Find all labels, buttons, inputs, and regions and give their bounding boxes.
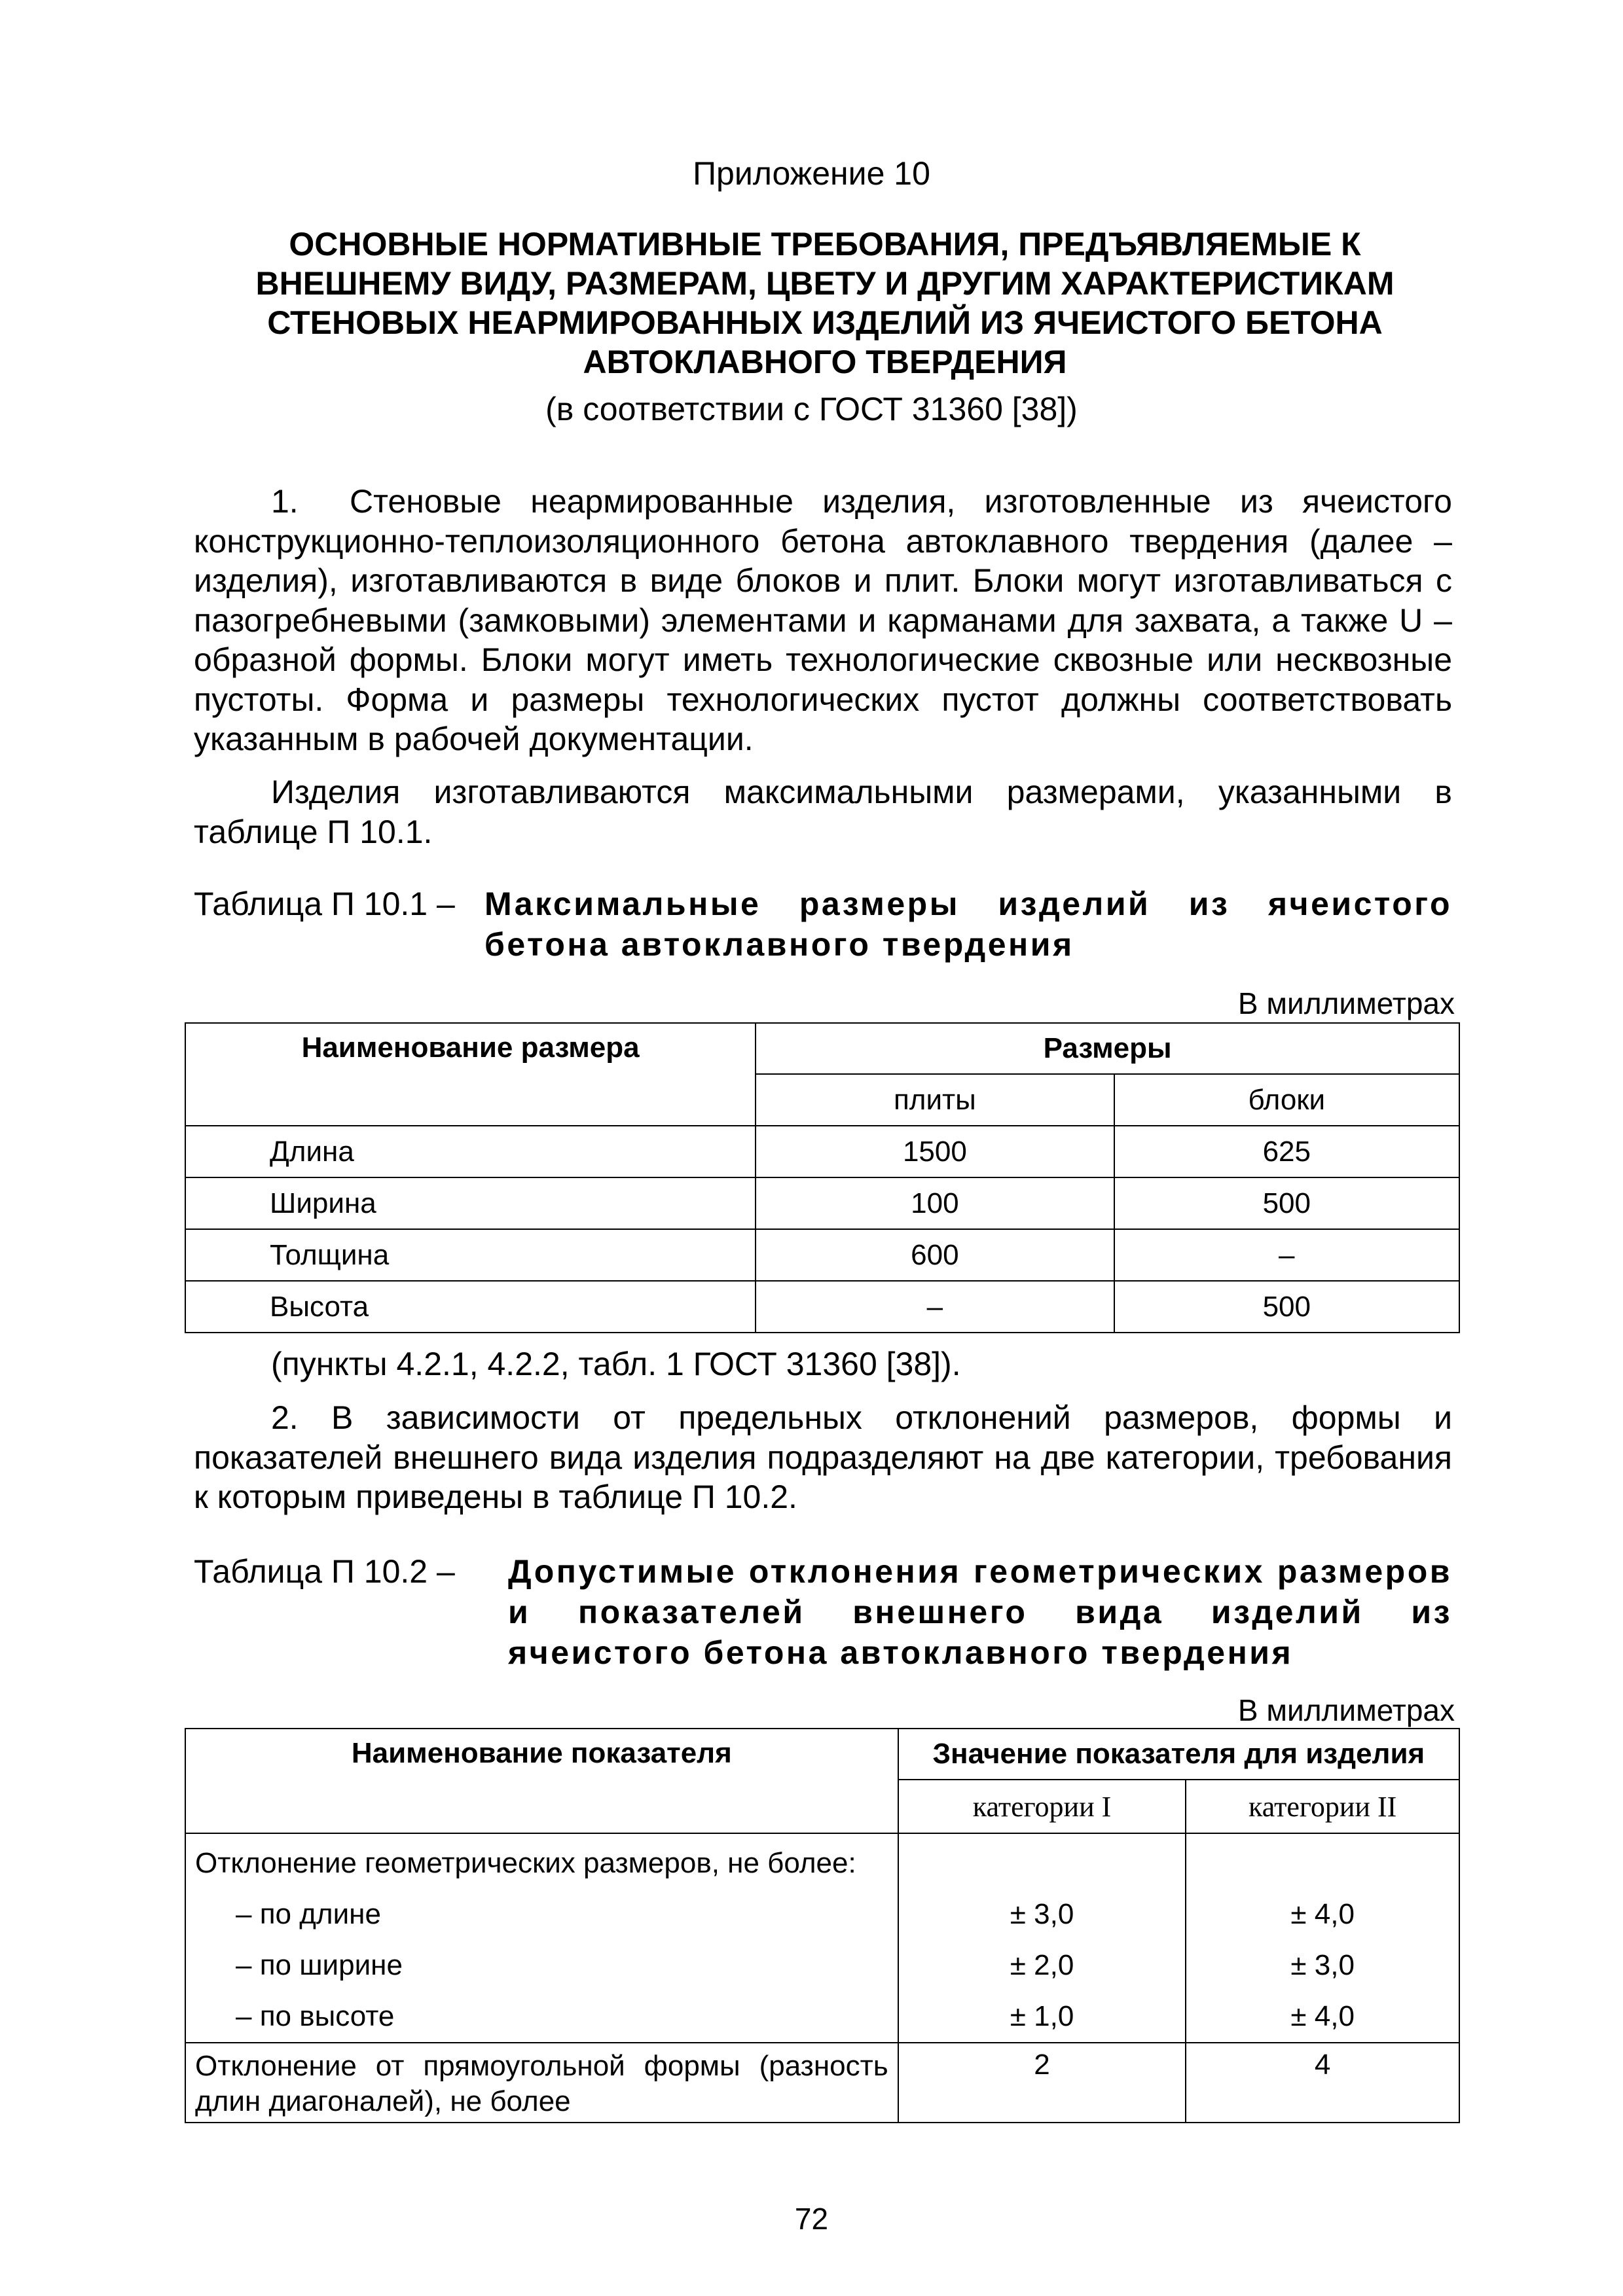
cell-value: ± 1,0 xyxy=(1010,2000,1074,2032)
row-name: – по длине xyxy=(236,1898,381,1930)
title-line: АВТОКЛАВНОГО ТВЕРДЕНИЯ xyxy=(583,344,1067,380)
table-row xyxy=(185,1229,1459,1281)
table-1-units: В миллиметрах xyxy=(1237,986,1455,1020)
cell-value: ± 3,0 xyxy=(1290,1949,1355,1981)
table-row xyxy=(185,1177,1459,1229)
cell-value: 100 xyxy=(756,1177,1114,1229)
cell-value: 500 xyxy=(1114,1177,1459,1229)
table-1-reference: (пункты 4.2.1, 4.2.2, табл. 1 ГОСТ 31360 [38]). xyxy=(271,1346,961,1382)
subheader-category-1: категории I xyxy=(898,1780,1186,1833)
cell-value: ± 3,0 xyxy=(1010,1898,1074,1930)
cell-value: 4 xyxy=(1186,2043,1459,2123)
table-1-caption-title: Максимальные размеры изделий из ячеистого бетона автоклавного твердения xyxy=(484,886,1452,963)
column-header-name: Наименование размера xyxy=(185,1023,756,1126)
table-1 xyxy=(185,1022,1460,1333)
table-row xyxy=(185,1833,1459,2043)
cell-value: ± 4,0 xyxy=(1290,1898,1355,1930)
table-2 xyxy=(185,1728,1460,2123)
subheader-category-2: категории II xyxy=(1186,1780,1459,1833)
paragraph-2: Изделия изготавливаются максимальными размерами, указанными в таблице П 10.1. xyxy=(194,774,1452,850)
cell-value: 2 xyxy=(898,2043,1186,2123)
cell-value: 500 xyxy=(1114,1281,1459,1333)
group-values-category-2 xyxy=(1186,1833,1459,2043)
row-name: Высота xyxy=(185,1281,756,1333)
cell-value: ± 2,0 xyxy=(1010,1949,1074,1981)
group-label: Отклонение геометрических размеров, не более: xyxy=(195,1847,856,1879)
table-row xyxy=(185,1023,1459,1074)
table-row xyxy=(185,1126,1459,1177)
row-name: Толщина xyxy=(185,1229,756,1281)
cell-value: 600 xyxy=(756,1229,1114,1281)
paragraph-number: 1. xyxy=(271,483,299,520)
group-cell xyxy=(185,1833,898,2043)
column-header-group: Размеры xyxy=(756,1023,1459,1074)
document-subtitle: (в соответствии с ГОСТ 31360 [38]) xyxy=(545,391,1078,427)
row-name: Ширина xyxy=(185,1177,756,1229)
table-row xyxy=(185,1281,1459,1333)
table-row xyxy=(185,1729,1459,1780)
appendix-label: Приложение 10 xyxy=(693,155,930,192)
row-name: – по высоте xyxy=(236,2000,395,2032)
page-number: 72 xyxy=(794,2202,829,2236)
column-header-group: Значение показателя для изделия xyxy=(898,1729,1459,1780)
table-1-caption-prefix: Таблица П 10.1 – xyxy=(194,886,455,922)
table-1-caption xyxy=(194,884,1452,965)
table-2-caption xyxy=(194,1551,1452,1673)
paragraph-1-text: Стеновые неармированные изделия, изготовленные из ячеистого конструкционно-теплоизоляционного бетона автоклавного твердения (далее – изделия), изготавливаются в виде блоков и плит. Блоки могут изготавливаться с пазогребневыми (замковыми) элементами и карманами для захвата, а также U – образной формы. Блоки могут иметь технологические сквозные или несквозные пустоты. Форма и размеры технологических пустот должны соответствовать указанным в рабочей документации. xyxy=(194,483,1452,757)
subheader-plates: плиты xyxy=(756,1074,1114,1126)
title-line: СТЕНОВЫХ НЕАРМИРОВАННЫХ ИЗДЕЛИЙ ИЗ ЯЧЕИСТОГО БЕТОНА xyxy=(267,304,1383,341)
column-header-name: Наименование показателя xyxy=(185,1729,898,1833)
table-2-caption-title: Допустимые отклонения геометрических размеров и показателей внешнего вида изделий из ячеистого бетона автоклавного твердения xyxy=(508,1553,1452,1671)
title-line: ВНЕШНЕМУ ВИДУ, РАЗМЕРАМ, ЦВЕТУ И ДРУГИМ ХАРАКТЕРИСТИКАМ xyxy=(255,265,1395,302)
cell-value: 1500 xyxy=(756,1126,1114,1177)
cell-value: ± 4,0 xyxy=(1290,2000,1355,2032)
table-2-caption-prefix: Таблица П 10.2 – xyxy=(194,1553,455,1590)
subheader-blocks: блоки xyxy=(1114,1074,1459,1126)
row-name: – по ширине xyxy=(236,1949,403,1981)
cell-value: 625 xyxy=(1114,1126,1459,1177)
table-row xyxy=(185,2043,1459,2123)
row-name: Отклонение от прямоугольной формы (разность длин диагоналей), не более xyxy=(185,2043,898,2123)
cell-value: – xyxy=(756,1281,1114,1333)
title-line: ОСНОВНЫЕ НОРМАТИВНЫЕ ТРЕБОВАНИЯ, ПРЕДЪЯВЛЯЕМЫЕ К xyxy=(289,226,1361,262)
table-2-units: В миллиметрах xyxy=(1237,1693,1455,1727)
row-name: Длина xyxy=(185,1126,756,1177)
document-title xyxy=(196,224,1453,382)
group-values-category-1 xyxy=(898,1833,1186,2043)
cell-value: – xyxy=(1114,1229,1459,1281)
paragraph-3: 2. В зависимости от предельных отклонений размеров, формы и показателей внешнего вида изделия подразделяют на две категории, требования к которым приведены в таблице П 10.2. xyxy=(194,1399,1452,1515)
paragraph-1 xyxy=(194,482,1452,759)
